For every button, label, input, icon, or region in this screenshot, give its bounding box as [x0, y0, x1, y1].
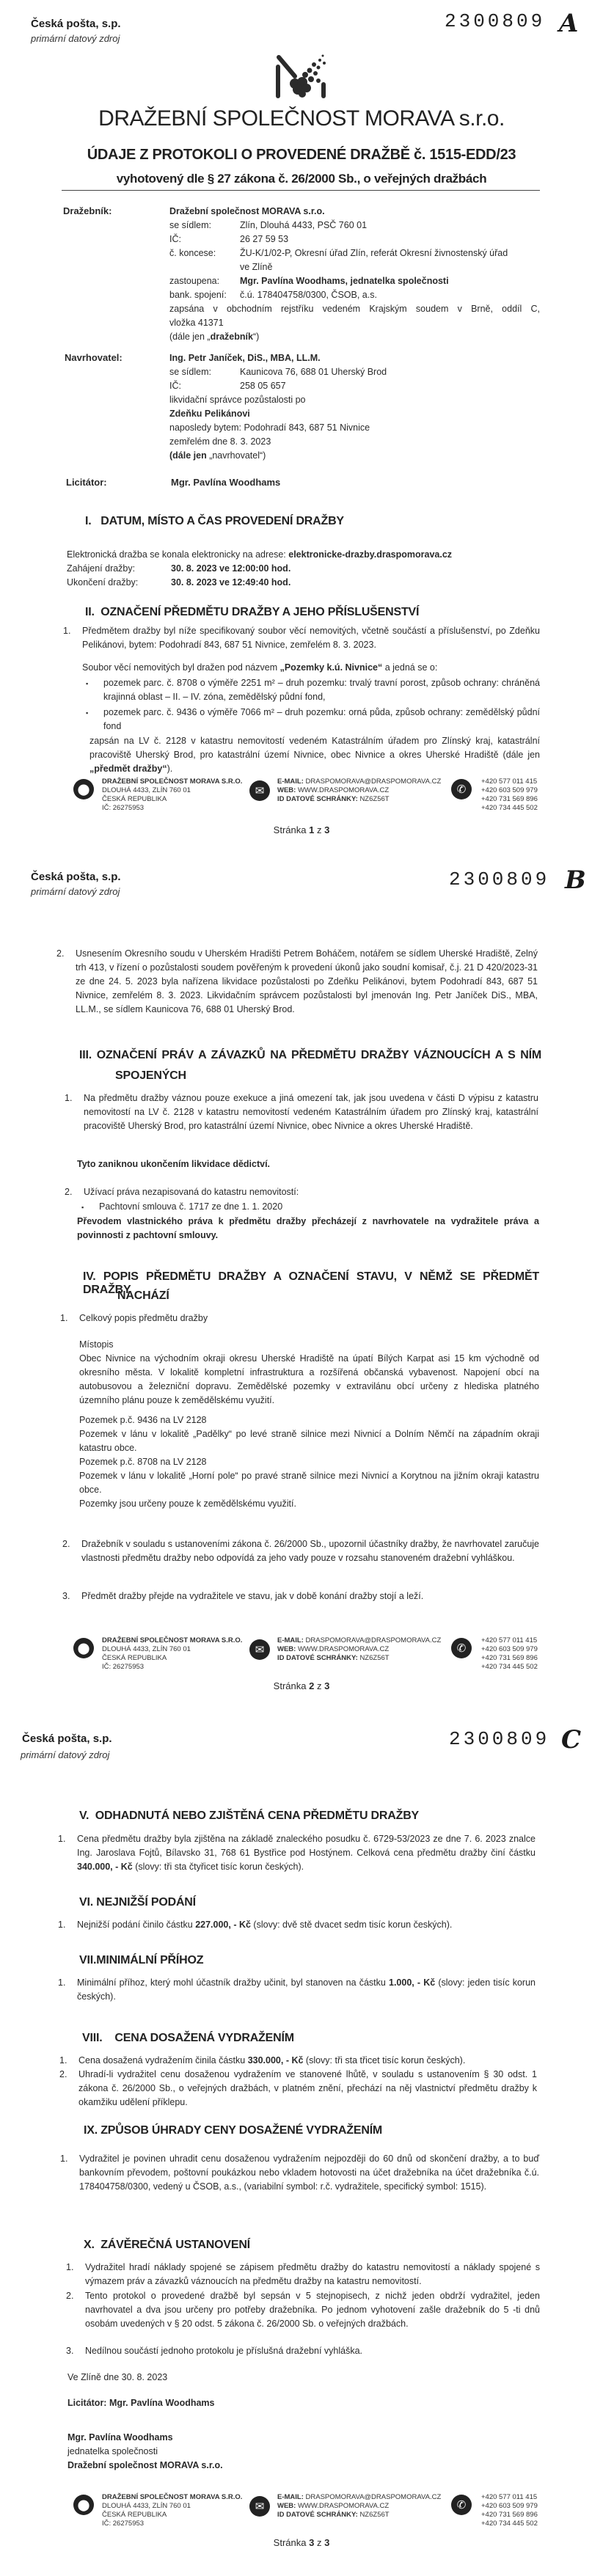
auction-end: Ukončení dražby: 30. 8. 2023 ve 12:49:40 hod. [67, 577, 291, 588]
section-4-heading-cont: NACHÁZÍ [117, 1289, 169, 1302]
post-stamp-sub: primární datový zdroj [31, 33, 120, 44]
footer-web[interactable]: WWW.DRASPOMORAVA.CZ [297, 786, 390, 794]
soubor-line: Soubor věcí nemovitých byl dražen pod názvem „Pozemky k.ú. Nivnice“ a jedná se o: [82, 662, 438, 673]
envelope-icon: ✉ [249, 780, 270, 801]
footer-address: DRAŽEBNÍ SPOLEČNOST MORAVA S.R.O. DLOUHÁ 4433, ZLÍN 760 01 ČESKÁ REPUBLIKA IČ: 26275953 [102, 2493, 243, 2528]
drazebnik-register-cont: vložka 41371 [169, 318, 224, 328]
footer-phones: +420 577 011 415 +420 603 509 979 +420 731 569 896 +420 734 445 502 [481, 777, 538, 812]
footer-web[interactable]: WWW.DRASPOMORAVA.CZ [297, 1645, 390, 1653]
envelope-icon: ✉ [249, 1639, 270, 1660]
page-number: Stránka 3 z 3 [273, 2537, 330, 2548]
parcel-8708-heading: Pozemek p.č. 8708 na LV 2128 [79, 1457, 207, 1467]
section-9-item-1: 1. Vydražitel je povinen uhradit cenu dosaženou vydražením nejpozději do 60 dnů od skončení dražby, a to buď bankovním převodem, poštovní poukázkou nebo vkladem hotovosti na účet dražebníka na účet dražebníka č.ú. 178404758/0300, vedený u ČSOB, a.s., (variabilní symbol: r.č. vydražitele, specifický symbol: 1515). [60, 2154, 539, 2192]
deceased-name: Zdeňku Pelikánovi [169, 409, 250, 419]
post-stamp-sub: primární datový zdroj [21, 1749, 110, 1760]
section-1-heading: I. DATUM, MÍSTO A ČAS PROVEDENÍ DRAŽBY [85, 515, 344, 527]
drazebnik-name: Dražební společnost MORAVA s.r.o. [169, 206, 325, 216]
deceased-date: zemřelém dne 8. 3. 2023 [169, 436, 271, 447]
navrhovatel-alias: (dále jen „navrhovatel“) [169, 450, 266, 461]
footer-contact: E-MAIL: DRASPOMORAVA@DRASPOMORAVA.CZ WEB: WWW.DRASPOMORAVA.CZ ID DATOVÉ SCHRÁNKY: NZ6Z56T [277, 2493, 442, 2519]
drazebnik-alias: (dále jen „dražebník“) [169, 332, 260, 342]
drazebnik-address: Zlín, Dlouhá 4433, PSČ 760 01 [240, 220, 368, 230]
company-title: DRAŽEBNÍ SPOLEČNOST MORAVA s.r.o. [98, 106, 505, 131]
section-3-heading: III. OZNAČENÍ PRÁV A ZÁVAZKŮ NA PŘEDMĚTU DRAŽBY VÁZNOUCÍCH A S NÍM [79, 1049, 541, 1061]
drazebnik-label: Dražebník: [63, 205, 112, 216]
field-key: zastoupena: [169, 276, 220, 286]
signatory-role: jednatelka společnosti [67, 2446, 158, 2456]
post-stamp-name: Česká pošta, s.p. [31, 871, 121, 883]
ownership-transfer-note: Převodem vlastnického práva k předmětu dražby přecházejí z navrhovatele na vydražitele práva a povinnosti z pachtovní smlouvy. [77, 1216, 539, 1240]
place-date: Ve Zlíně dne 30. 8. 2023 [67, 2372, 168, 2382]
field-key: č. koncese: [169, 248, 216, 258]
post-stamp-name: Česká pošta, s.p. [31, 18, 121, 30]
signatory-name: Mgr. Pavlína Woodhams [67, 2432, 173, 2443]
auction-start: Zahájení dražby: 30. 8. 2023 ve 12:00:00 hod. [67, 563, 291, 574]
phone-icon: ✆ [451, 2495, 472, 2515]
page-footer [0, 1635, 603, 1716]
lease-contract: ▪ Pachtovní smlouva č. 1717 ze dne 1. 1. 2020 [99, 1200, 282, 1214]
phone-icon: ✆ [451, 779, 472, 799]
auction-url-line: Elektronická dražba se konala elektronicky na adrese: elektronicke-drazby.draspomorava.cz [67, 549, 453, 560]
footer-address: DRAŽEBNÍ SPOLEČNOST MORAVA S.R.O. DLOUHÁ 4433, ZLÍN 760 01 ČESKÁ REPUBLIKA IČ: 26275953 [102, 777, 243, 812]
auction-url[interactable]: elektronicke-drazby.draspomorava.cz [288, 549, 453, 560]
navrhovatel-role: likvidační správce pozůstalosti po [169, 395, 306, 405]
location-pin-icon: ⬤ [73, 779, 94, 799]
footer-address: DRAŽEBNÍ SPOLEČNOST MORAVA S.R.O. DLOUHÁ 4433, ZLÍN 760 01 ČESKÁ REPUBLIKA IČ: 26275953 [102, 1636, 243, 1671]
field-key: se sídlem: [169, 220, 211, 230]
section-10-item-1: 1. Vydražitel hradí náklady spojené se zápisem předmětu dražby do katastru nemovitostí a náklady spojené s výmazem práv a závazků váznoucích na předmětu dražby na katastru nemovitostí. [66, 2262, 540, 2286]
section-9-heading: IX. ZPŮSOB ÚHRADY CENY DOSAŽENÉ VYDRAŽENÍM [84, 2124, 383, 2137]
parcel-9436: ▪ pozemek parc. č. 9436 o výměře 7066 m² – druh pozemku: orná půda, způsob ochrany: zemědělský půdní fond [103, 706, 540, 733]
section-5-heading: V. ODHADNUTÁ NEBO ZJIŠTĚNÁ CENA PŘEDMĚTU DRAŽBY [79, 1810, 420, 1822]
title-divider [62, 190, 540, 191]
envelope-icon: ✉ [249, 2496, 270, 2517]
navrhovatel-name: Ing. Petr Janíček, DiS., MBA, LL.M. [169, 353, 321, 363]
location-pin-icon: ⬤ [73, 1638, 94, 1658]
mistopis-heading: Místopis [79, 1339, 114, 1350]
navrhovatel-ic: 258 05 657 [240, 381, 286, 391]
section-2-item-2: 2. Usnesením Okresního soudu v Uherském Hradišti Petrem Boháčem, notářem se sídlem Uherské Hradiště, Zelný trh 413, v řízení o pozůstalosti soudem pověřeným k provedení úkonů jako soudní komisař, č.j. 21 D 420/2023-31 ze dne 24. 5. 2023 byla nařízena likvidace pozůstalosti po Zdeňku Pelikánovi, bytem Podohradí 843, 687 51 Nivnice, zemřelém 8. 3. 2023. Likvidačním správcem pozůstalosti byl jmenován Ing. Petr Janíček DiS., MBA, LL.M., se sídlem Kaunicova 76, 688 01 Uherský Brod. [56, 948, 538, 1014]
page-footer [0, 2492, 603, 2572]
section-8-item-1: 1. Cena dosažená vydražením činila částku 330.000, - Kč (slovy: tři sta třicet tisíc korun českých). [59, 2055, 466, 2065]
field-key: IČ: [169, 381, 181, 391]
page-letter: A [559, 9, 579, 38]
drazebnik-bank: č.ú. 178404758/0300, ČSOB, a.s. [240, 290, 377, 300]
company-logo-icon [273, 51, 332, 99]
navrhovatel-address: Kaunicova 76, 688 01 Uherský Brod [240, 367, 387, 377]
section-10-item-3: 3. Nedílnou součástí jednoho protokolu je příslušná dražební vyhláška. [66, 2346, 363, 2356]
footer-email[interactable]: DRASPOMORAVA@DRASPOMORAVA.CZ [305, 1636, 442, 1644]
section-8-heading: VIII. CENA DOSAŽENÁ VYDRAŽENÍM [82, 2032, 294, 2044]
footer-email[interactable]: DRASPOMORAVA@DRASPOMORAVA.CZ [305, 777, 442, 786]
section-7-item-1: 1. Minimální příhoz, který mohl účastník dražby učinit, byl stanoven na částku 1.000, - Kč (slovy: jeden tisíc korun českých). [58, 1977, 536, 2002]
drazebnik-representative: Mgr. Pavlína Woodhams, jednatelka společnosti [240, 276, 449, 286]
lowest-bid: 227.000, - Kč [195, 1920, 251, 1930]
section-10-heading: X. ZÁVĚREČNÁ USTANOVENÍ [84, 2239, 250, 2251]
signatory-company: Dražební společnost MORAVA s.r.o. [67, 2460, 223, 2470]
document-subtitle: vyhotovený dle § 27 zákona č. 26/2000 Sb., o veřejných dražbách [116, 172, 487, 186]
document-number: 2300809 [445, 10, 546, 32]
page-letter: B [565, 866, 586, 895]
licitator-name: Mgr. Pavlína Woodhams [171, 477, 281, 488]
parcels-usage: Pozemky jsou určeny pouze k zemědělskému využití. [79, 1499, 296, 1509]
post-stamp-sub: primární datový zdroj [31, 886, 120, 897]
location-pin-icon: ⬤ [73, 2495, 94, 2515]
section-3-item-1: 1. Na předmětu dražby váznou pouze exekuce a jiná omezení tak, jak jsou uvedena v části D výpisu z katastru nemovitostí na LV č. 2128 v katastru nemovitostí vedeném Katastrálním úřadem pro Zlínský kraj, katastrální pracoviště Uherský Brod, pro katastrální území Nivnice, obec Nivnice a okres Uherské Hradiště. [65, 1093, 538, 1131]
footer-contact: E-MAIL: DRASPOMORAVA@DRASPOMORAVA.CZ WEB: WWW.DRASPOMORAVA.CZ ID DATOVÉ SCHRÁNKY: NZ6Z56T [277, 777, 442, 803]
page-letter: C [561, 1725, 582, 1754]
section-7-heading: VII.MINIMÁLNÍ PŘÍHOZ [79, 1954, 204, 1966]
drazebnik-ic: 26 27 59 53 [240, 234, 289, 244]
post-stamp-name: Česká pošta, s.p. [22, 1732, 112, 1745]
mistopis-text: Obec Nivnice na východním okraji okresu Uherské Hradiště na úpatí Bílých Karpat asi 15 km východně od okresního města. V lokalitě kompletní infrastruktura a rozšířená občanská vybavenost. Napojení obcí na autobusovou a železniční dopravu. Zemědělské pozemky v extravilánu obcí určeny z hlediska platného územního plánu pouze k zemědělskému využití. [79, 1353, 539, 1405]
field-key: bank. spojení: [169, 290, 227, 300]
drazebnik-register: zapsána v obchodním rejstříku vedeném Krajským soudem v Brně, oddíl C, [169, 304, 540, 314]
section-4-heading: IV. POPIS PŘEDMĚTU DRAŽBY A OZNAČENÍ STAVU, V NĚMŽ SE PŘEDMĚT DRAŽBY [83, 1270, 539, 1296]
section-4-item-2: 2. Dražebník v souladu s ustanoveními zákona č. 26/2000 Sb., upozornil účastníky dražby, že navrhovatel zaručuje vlastnosti předmětu dražby nebo odpovídá za jeho vady pouze v rozsahu stanoveném dražební vyhláškou. [62, 1539, 539, 1563]
document-title: ÚDAJE Z PROTOKOLI O PROVEDENÉ DRAŽBĚ č. 1515-EDD/23 [87, 147, 516, 163]
field-key: se sídlem: [169, 367, 211, 377]
footer-contact: E-MAIL: DRASPOMORAVA@DRASPOMORAVA.CZ WEB: WWW.DRASPOMORAVA.CZ ID DATOVÉ SCHRÁNKY: NZ6Z56T [277, 1636, 442, 1662]
footer-phones: +420 577 011 415 +420 603 509 979 +420 731 569 896 +420 734 445 502 [481, 2493, 538, 2528]
document-number: 2300809 [449, 868, 550, 890]
parcel-8708-description: Pozemek v lánu v lokalitě „Horní pole“ po pravé straně silnice mezi Nivnicí a Korytnou na jižním okraji katastru obce. [79, 1471, 539, 1495]
drazebnik-block [169, 205, 540, 344]
page-number: Stránka 1 z 3 [273, 824, 330, 835]
minimum-increment: 1.000, - Kč [389, 1977, 436, 1988]
parcel-9436-description: Pozemek v lánu v lokalitě „Padělky“ po levé straně silnice mezi Nivnicí a Dolním Němčí na západním okraji katastru obce. [79, 1429, 539, 1453]
deceased-address: naposledy bytem: Podohradí 843, 687 51 Nivnice [169, 422, 370, 433]
navrhovatel-block [169, 351, 540, 463]
page-number: Stránka 2 z 3 [273, 1680, 330, 1691]
licitator-label: Licitátor: [66, 477, 107, 488]
final-price: 330.000, - Kč [247, 2055, 304, 2065]
section-4-item-1: 1. Celkový popis předmětu dražby [60, 1313, 208, 1323]
drazebnik-concession: ŽU-K/1/02-P, Okresní úřad Zlín, referát Okresní živnostenský úřad [240, 248, 508, 258]
section-6-item-1: 1. Nejnižší podání činilo částku 227.000, - Kč (slovy: dvě stě dvacet sedm tisíc korun českých). [58, 1920, 453, 1930]
footer-web[interactable]: WWW.DRASPOMORAVA.CZ [297, 2502, 390, 2510]
parcel-9436-heading: Pozemek p.č. 9436 na LV 2128 [79, 1415, 207, 1425]
closing-licitator: Licitátor: Mgr. Pavlína Woodhams [67, 2398, 215, 2408]
section-3-item-2: 2. Užívací práva nezapisovaná do katastru nemovitostí: [65, 1187, 299, 1197]
section-3-heading-cont: SPOJENÝCH [115, 1069, 186, 1082]
navrhovatel-label: Navrhovatel: [65, 352, 123, 363]
section-8-item-2: 2. Uhradí-li vydražitel cenu dosaženou vydražením ve stanovené lhůtě, v souladu s ustanovením § 30 odst. 1 zákona č. 26/2000 Sb., o veřejných dražbách, v platném znění, přechází na něj vlastnictví předmětu dražby k okamžiku udělení příklepu. [59, 2069, 537, 2107]
section-5-item-1: 1. Cena předmětu dražby byla zjištěna na základě znaleckého posudku č. 6729-53/2023 ze dne 7. 6. 2023 znalce Ing. Jaroslava Fojtů, Bílavsko 31, 768 61 Bystřice pod Hostýnem. Celková cena předmětu dražby činí částku 340.000, - Kč (slovy: tři sta čtyřicet tisíc korun českých). [58, 1834, 536, 1872]
zaniknou-note: Tyto zaniknou ukončením likvidace dědictví. [77, 1159, 271, 1169]
section-4-item-3: 3. Předmět dražby přejde na vydražitele ve stavu, jak v době konání dražby stojí a leží. [62, 1591, 424, 1601]
document-number: 2300809 [449, 1728, 550, 1750]
section-10-item-2: 2. Tento protokol o provedené dražbě byl sepsán v 5 stejnopisech, z nichž jeden obdrží vydražitel, jeden navrhovatel a dva jsou určeny pro potřeby dražebníka. Po jednom vyhotovení zašle dražebník do 5 -ti dnů osobám uvedených v § 20 odst. 5 zákona č. 26/2000 Sb. o veřejných dražbách. [66, 2291, 540, 2329]
page-footer [0, 776, 603, 857]
footer-phones: +420 577 011 415 +420 603 509 979 +420 731 569 896 +420 734 445 502 [481, 1636, 538, 1671]
section-2-heading: II. OZNAČENÍ PŘEDMĚTU DRAŽBY A JEHO PŘÍSLUŠENSTVÍ [85, 606, 420, 618]
footer-email[interactable]: DRASPOMORAVA@DRASPOMORAVA.CZ [305, 2493, 442, 2501]
phone-icon: ✆ [451, 1638, 472, 1658]
estimated-price: 340.000, - Kč [77, 1862, 133, 1872]
lv-registration: zapsán na LV č. 2128 v katastru nemovitostí vedeném Katastrálním úřadem pro Zlínský kraj, katastrální pracoviště Uherský Brod, pro katastrální území Nivnice, obec Nivnice a okres Uherské Hradiště (dále jen „předmět dražby“). [89, 736, 540, 774]
section-6-heading: VI. NEJNIŽŠÍ PODÁNÍ [79, 1896, 196, 1909]
field-key: IČ: [169, 234, 181, 244]
parcel-8708: ▪ pozemek parc. č. 8708 o výměře 2251 m² – druh pozemku: trvalý travní porost, způsob ochrany: chráněná krajinná oblast – II. – IV. zóna, zemědělský půdní fond, [103, 676, 540, 704]
drazebnik-concession-cont: ve Zlíně [240, 262, 273, 272]
section-2-item-1: 1. Předmětem dražby byl níže specifikovaný soubor věcí nemovitých, včetně součástí a příslušenství, po Zdeňku Pelikánovi, bytem: Podohradí 843, 687 51 Nivnice, zemřelém 8. 3. 2023. [63, 626, 540, 650]
